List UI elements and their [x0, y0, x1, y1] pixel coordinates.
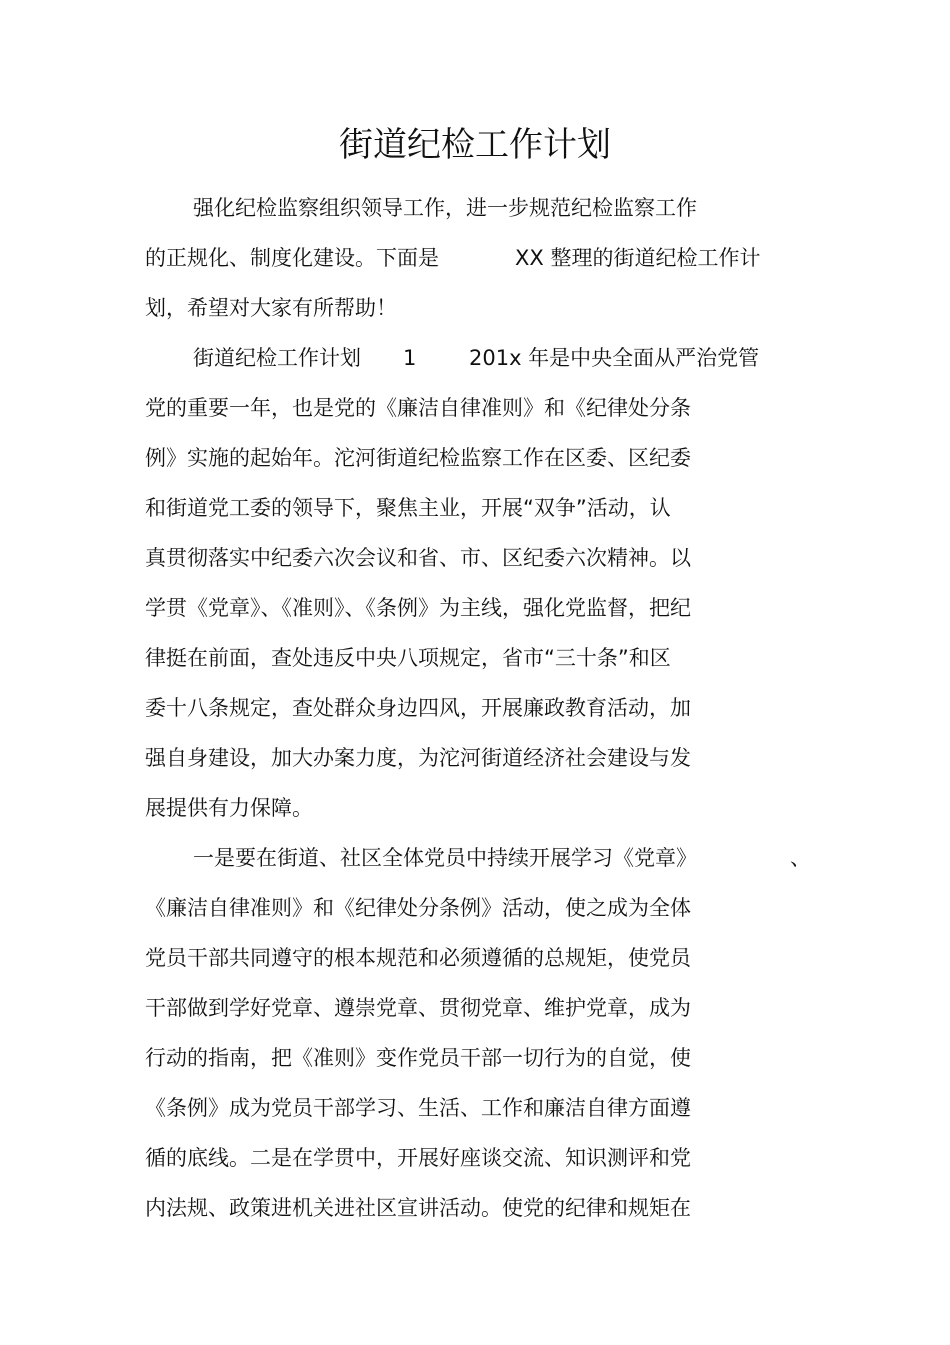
point-text: 循的底线。二是在学贯中，开展好座谈交流、知识测评和党	[145, 1146, 691, 1170]
intro-text: 强化纪检监察组织领导工作，进一步规范纪检监察工作	[193, 196, 697, 220]
plan-text: 学贯《党章》、《准则》、《条例》为主线，强化党监督，把纪	[145, 596, 691, 620]
intro-text: 的正规化、制度化建设。下面是	[145, 246, 439, 270]
plan-text: 律挺在前面，查处违反中央八项规定，省市“三十条”和区	[145, 646, 671, 670]
plan-text: 和街道党工委的领导下，聚焦主业，开展“双争”活动，认	[145, 496, 671, 520]
point-text: 一是要在街道、社区全体党员中持续开展学习《党章》	[193, 846, 697, 870]
plan-heading: 街道纪检工作计划	[193, 346, 361, 370]
point-text: 内法规、政策进机关进社区宣讲活动。使党的纪律和规矩在	[145, 1196, 691, 1220]
intro-text: XX 整理的街道纪检工作计	[515, 246, 761, 270]
plan-number: 1	[403, 346, 417, 370]
point-text: 、	[790, 846, 811, 870]
plan-text: 展提供有力保障。	[145, 796, 313, 820]
plan-text: 委十八条规定，查处群众身边四风，开展廉政教育活动，加	[145, 696, 691, 720]
point-text: 行动的指南，把《准则》变作党员干部一切行为的自觉，使	[145, 1046, 691, 1070]
plan-text: 201x 年是中央全面从严治党管	[469, 346, 760, 370]
point-text: 《条例》成为党员干部学习、生活、工作和廉洁自律方面遵	[145, 1096, 691, 1120]
intro-text: 划，希望对大家有所帮助！	[145, 296, 397, 320]
point-text: 《廉洁自律准则》和《纪律处分条例》活动，使之成为全体	[145, 896, 691, 920]
plan-text: 党的重要一年，也是党的《廉洁自律准则》和《纪律处分条	[145, 396, 691, 420]
point-text: 干部做到学好党章、遵崇党章、贯彻党章、维护党章，成为	[145, 996, 691, 1020]
plan-text: 强自身建设，加大办案力度，为沱河街道经济社会建设与发	[145, 746, 691, 770]
document-title: 街道纪检工作计划	[339, 125, 611, 165]
point-text: 党员干部共同遵守的根本规范和必须遵循的总规矩，使党员	[145, 946, 691, 970]
plan-text: 例》实施的起始年。沱河街道纪检监察工作在区委、区纪委	[145, 446, 691, 470]
plan-text: 真贯彻落实中纪委六次会议和省、市、区纪委六次精神。以	[145, 546, 691, 570]
